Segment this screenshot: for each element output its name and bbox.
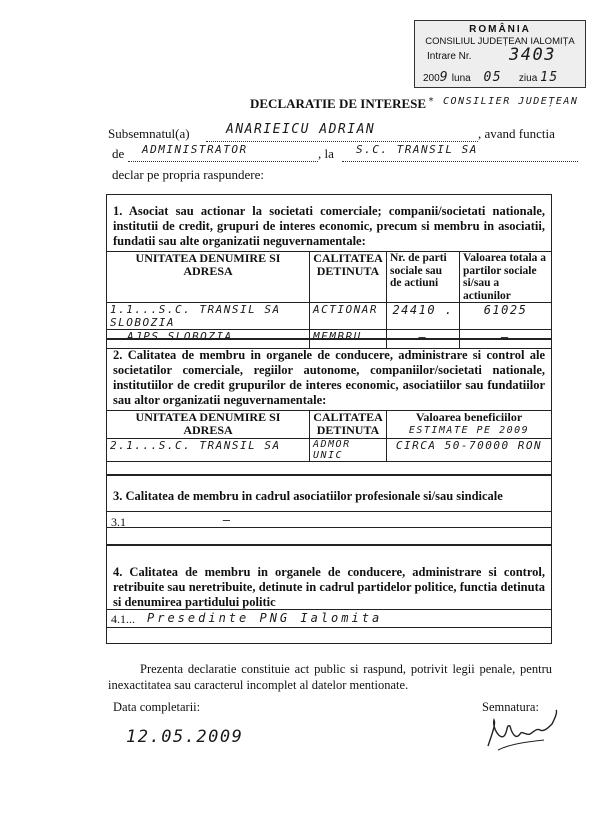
section-1-table (106, 251, 552, 349)
section-1 (106, 194, 552, 344)
section-4-heading: 4. Calitatea de membru in organele de conducere, administrare si control, retribuite sau neretribuite, detinute in cadrul partidelor politice, functia detinuta si denumirea partidului politic (113, 565, 545, 609)
section-4 (106, 544, 552, 644)
signature-label: Semnatura: (482, 700, 539, 714)
s2-col-unitatea: UNITATEA DENUMIRE SI ADRESA (107, 411, 310, 439)
table-row (107, 439, 552, 462)
s1-r1-nr: 24410 . (387, 303, 460, 330)
section-2-table (106, 410, 552, 462)
s1-r1-unitatea: 1.1...S.C. TRANSIL SA SLOBOZIA (107, 303, 310, 330)
function-label: , avand functia (478, 126, 555, 141)
date-label: Data completarii: (113, 700, 201, 714)
name-field (206, 122, 478, 142)
section-1-header-row (107, 252, 552, 303)
de-label: de (112, 146, 125, 161)
s2-col-calitatea: CALITATEA DETINUTA (310, 411, 387, 439)
institution-field (342, 143, 578, 162)
s2-r1-valoarea: CIRCA 50-70000 RON (387, 439, 552, 462)
declarant-function: ADMINISTRATOR (142, 143, 248, 156)
section-4-divider (106, 609, 552, 610)
section-1-heading: 1. Asociat sau actionar la societati comerciale; companii/societati nationale, institutii de credit, grupuri de interes economic, precum si membru in asociatii, fundatii sau alte organizatii neguvernamentale: (113, 204, 545, 248)
table-row (107, 303, 552, 330)
section-4-row-value: Presedinte PNG Ialomita (147, 611, 383, 625)
stamp-month-label: luna (451, 73, 471, 84)
stamp-date-line (423, 70, 559, 85)
s1-col-nr-parti: Nr. de parti sociale sau de actiuni (387, 252, 460, 303)
s1-r2-nr: — (387, 330, 460, 349)
s2-value-note: ESTIMATE PE 2009 (408, 425, 530, 436)
stamp-day-label: ziua (518, 73, 538, 84)
section-4-row-label: 4.1... (111, 612, 135, 626)
stamp-month: 05 (483, 70, 503, 85)
date-value: 12.05.2009 (126, 727, 244, 747)
section-2-header-row (107, 411, 552, 439)
section-3-heading: 3. Calitatea de membru in cadrul asociatiilor profesionale si/sau sindicale (113, 489, 503, 503)
stamp-date-prefix: 200 (423, 73, 440, 84)
declar-text: declar pe propria raspundere: (112, 167, 264, 182)
stamp-institution: CONSILIUL JUDEȚEAN IALOMIȚA (425, 36, 575, 47)
signature-underline (498, 740, 544, 750)
section-3-row-line (106, 527, 552, 528)
s1-col-unitatea: UNITATEA DENUMIRE SI ADRESA (107, 252, 310, 303)
s2-col-valoarea-label: Valoarea beneficiilor (415, 410, 523, 424)
s1-r2-valoarea: — (460, 330, 552, 349)
stamp-country: ROMÂNIA (469, 24, 531, 35)
signature-mark (482, 706, 562, 754)
s1-col-valoarea: Valoarea totala a partilor sociale si/sau a actiunilor (460, 252, 552, 303)
stamp-entry-label: Intrare Nr. (427, 51, 472, 62)
section-2 (106, 338, 552, 476)
function-field (128, 143, 318, 162)
stamp-year-digit: 9 (439, 70, 450, 85)
stamp-day: 15 (540, 70, 559, 85)
section-3 (106, 474, 552, 546)
section-3-row-label: 3.1 (111, 515, 126, 529)
section-2-heading: 2. Calitatea de membru in organele de conducere, administrare si control ale societatilor comerciale, regiilor autonome, companiilor/societati nationale, institutiilor de credit grupurilor de interes economic, asociatiilor sau fundatiilor sau altor organizatii neguvernamentale: (113, 348, 545, 407)
s2-r1-unitatea: 2.1...S.C. TRANSIL SA (107, 439, 310, 462)
document-title: DECLARATIE DE INTERESE (250, 96, 427, 111)
signature-stroke (488, 710, 557, 746)
section-3-row-value: — (223, 513, 232, 527)
declarant-name: ANARIEICU ADRIAN (226, 122, 376, 137)
s1-r1-valoarea: 61025 (460, 303, 552, 330)
s1-col-calitatea: CALITATEA DETINUTA (310, 252, 387, 303)
subsemnatul-label: Subsemnatul(a) (108, 126, 190, 141)
la-label: , la (318, 146, 334, 161)
declarant-institution: S.C. TRANSIL SA (356, 143, 478, 156)
public-act-statement: Prezenta declaratie constituie act public si raspund, potrivit legii penale, pentru inexactitatea sau caracterul incomplet al datelor mentionate. (108, 662, 552, 692)
section-4-row-line (106, 627, 552, 628)
s1-r2-calitatea: MEMBRU (310, 330, 387, 349)
s2-col-valoarea (387, 411, 552, 439)
title-annotation: * CONSILIER JUDEȚEAN (428, 96, 579, 107)
s1-r2-unitatea: AJPS SLOBOZIA (107, 330, 310, 349)
registration-stamp (414, 20, 586, 88)
s1-r1-calitatea: ACTIONAR (310, 303, 387, 330)
section-3-divider (106, 511, 552, 512)
stamp-entry-number: 3403 (509, 45, 556, 65)
s2-r1-calitatea: ADMOR UNIC (310, 439, 387, 462)
